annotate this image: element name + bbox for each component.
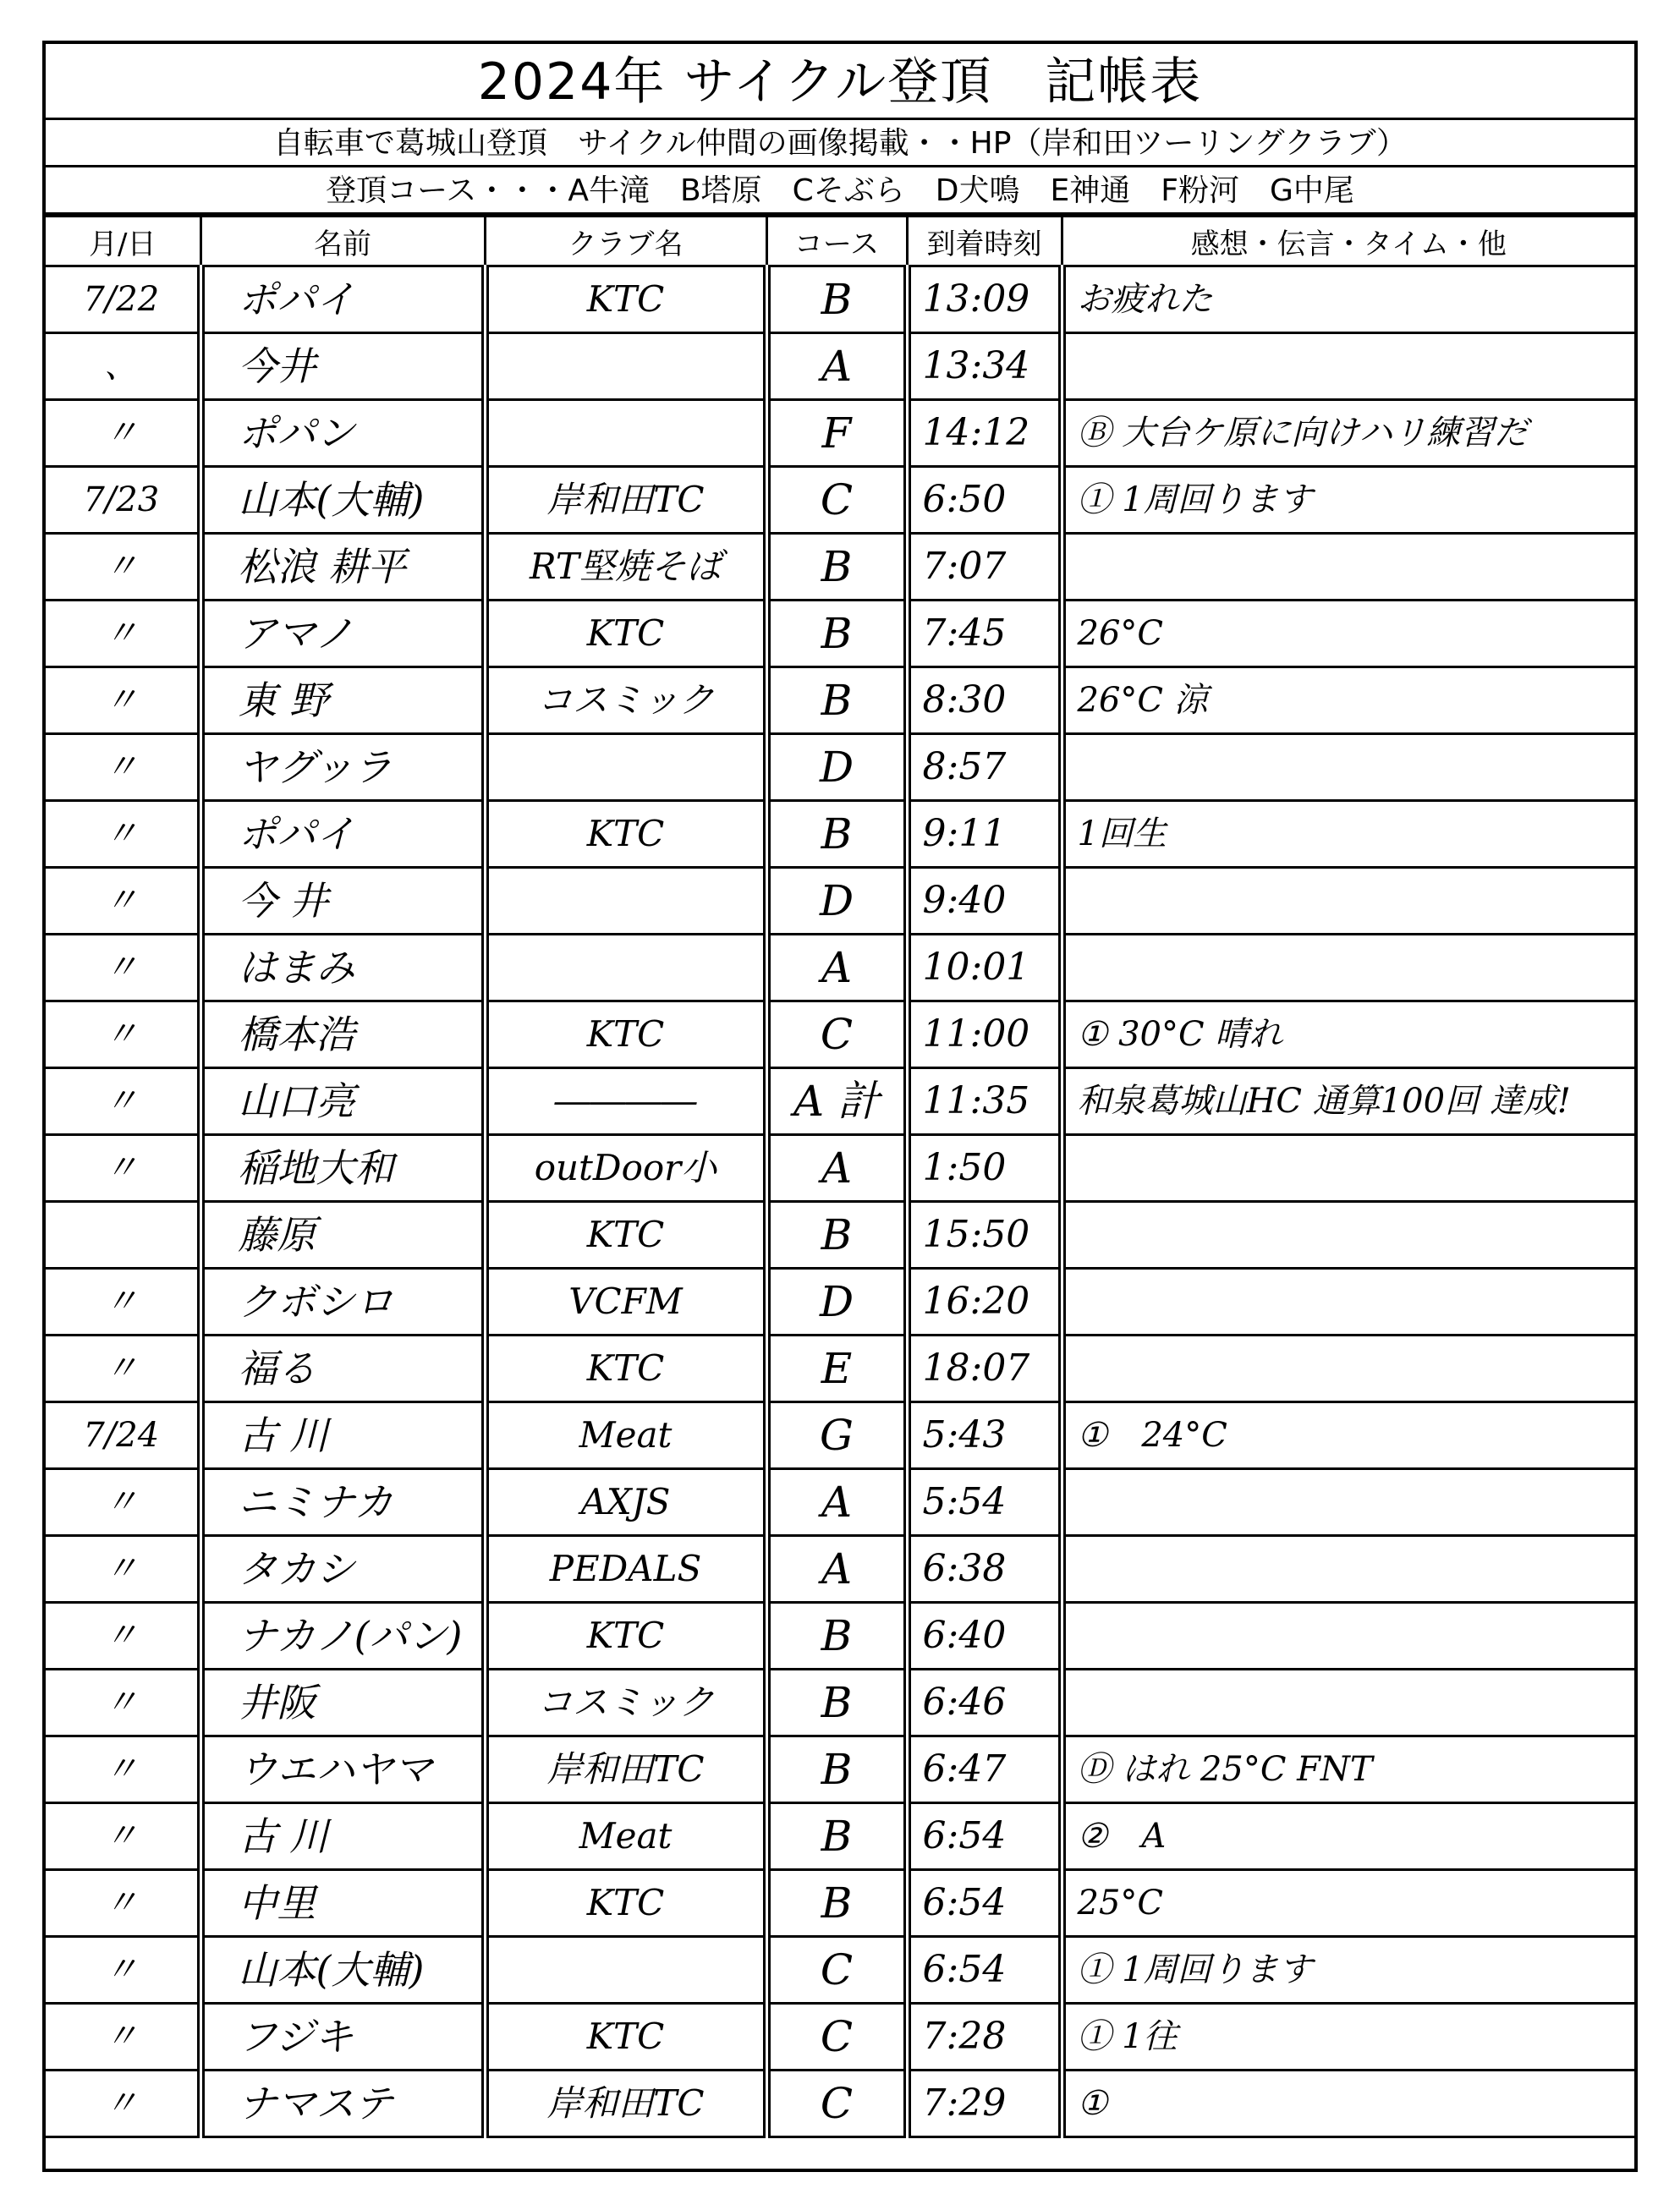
- header-row: [46, 217, 1634, 266]
- table-row: [46, 266, 1634, 333]
- cell-time: 6:46: [907, 1670, 1062, 1736]
- cell-date: 〃: [46, 868, 200, 935]
- cell-date: 〃: [46, 734, 200, 801]
- cell-note: ② A: [1062, 1803, 1634, 1870]
- cell-club: [485, 333, 766, 400]
- cell-time: 14:12: [907, 400, 1062, 467]
- cell-name: クボシロ: [200, 1269, 485, 1336]
- cell-course: D: [766, 1269, 907, 1336]
- cell-note: [1062, 1536, 1634, 1603]
- cell-name: 松浪 耕平: [200, 534, 485, 601]
- cell-club: [485, 1937, 766, 2004]
- cell-club: [485, 734, 766, 801]
- cell-course: C: [766, 1001, 907, 1068]
- cell-date: 〃: [46, 1336, 200, 1402]
- cell-name: 山本(大輔): [200, 1937, 485, 2004]
- cell-club: Meat: [485, 1402, 766, 1469]
- cell-note: [1062, 1269, 1634, 1336]
- cell-time: 9:11: [907, 801, 1062, 868]
- table-row: [46, 1603, 1634, 1670]
- cell-note: ①: [1062, 2071, 1634, 2137]
- cell-date: 〃: [46, 1269, 200, 1336]
- cell-note: ① 1周回ります: [1062, 467, 1634, 534]
- cell-note: [1062, 1603, 1634, 1670]
- cell-date: 〃: [46, 1937, 200, 2004]
- cell-time: 6:50: [907, 467, 1062, 534]
- cell-note: [1062, 534, 1634, 601]
- cell-note: 26°C: [1062, 601, 1634, 667]
- cell-name: 今井: [200, 333, 485, 400]
- cell-course: B: [766, 1736, 907, 1803]
- cell-date: 〃: [46, 1068, 200, 1135]
- cell-name: 古 川: [200, 1402, 485, 1469]
- cell-note: [1062, 1336, 1634, 1402]
- table-row: [46, 935, 1634, 1001]
- cell-time: 6:54: [907, 1937, 1062, 2004]
- table-row: [46, 1469, 1634, 1536]
- cell-club: コスミック: [485, 667, 766, 734]
- cell-date: 〃: [46, 1001, 200, 1068]
- cell-date: 〃: [46, 1536, 200, 1603]
- cell-name: アマノ: [200, 601, 485, 667]
- cell-course: B: [766, 667, 907, 734]
- cell-name: ナマステ: [200, 2071, 485, 2137]
- table-row: [46, 667, 1634, 734]
- cell-time: 1:50: [907, 1135, 1062, 1202]
- log-rows: [46, 266, 1634, 2137]
- column-header-course: コース: [766, 217, 907, 266]
- table-row: [46, 868, 1634, 935]
- cell-course: B: [766, 801, 907, 868]
- cell-note: ① 30°C 晴れ: [1062, 1001, 1634, 1068]
- cell-club: VCFM: [485, 1269, 766, 1336]
- table-row: [46, 1001, 1634, 1068]
- cell-club: [485, 935, 766, 1001]
- page-title: 2024年 サイクル登頂 記帳表: [46, 44, 1634, 120]
- cell-time: 10:01: [907, 935, 1062, 1001]
- cell-date: 〃: [46, 400, 200, 467]
- cell-note: [1062, 1135, 1634, 1202]
- cell-note: 和泉葛城山HC 通算100回 達成!: [1062, 1068, 1634, 1135]
- cell-date: 〃: [46, 935, 200, 1001]
- cell-time: 6:38: [907, 1536, 1062, 1603]
- cell-time: 9:40: [907, 868, 1062, 935]
- column-header-date: 月/日: [46, 217, 200, 266]
- page-subtitle: 自転車で葛城山登頂 サイクル仲間の画像掲載・・HP（岸和田ツーリングクラブ）: [46, 120, 1634, 167]
- log-table: [46, 215, 1634, 2138]
- column-header-club: クラブ名: [485, 217, 766, 266]
- cell-course: A: [766, 1135, 907, 1202]
- cell-course: C: [766, 467, 907, 534]
- table-row: [46, 1536, 1634, 1603]
- course-legend: 登頂コース・・・A牛滝 B塔原 Cそぶら D犬鳴 E神通 F粉河 G中尾: [46, 167, 1634, 215]
- cell-time: 7:45: [907, 601, 1062, 667]
- table-row: [46, 1736, 1634, 1803]
- cell-course: B: [766, 1670, 907, 1736]
- cell-club: [485, 400, 766, 467]
- cell-name: 井阪: [200, 1670, 485, 1736]
- cell-date: 〃: [46, 1803, 200, 1870]
- cell-name: 稲地大和: [200, 1135, 485, 1202]
- cell-note: [1062, 868, 1634, 935]
- cell-name: ポパン: [200, 400, 485, 467]
- cell-name: ニミナカ: [200, 1469, 485, 1536]
- cell-time: 16:20: [907, 1269, 1062, 1336]
- cell-note: 25°C: [1062, 1870, 1634, 1937]
- cell-time: 5:54: [907, 1469, 1062, 1536]
- cell-name: 山本(大輔): [200, 467, 485, 534]
- cell-time: 13:34: [907, 333, 1062, 400]
- cell-time: 6:54: [907, 1870, 1062, 1937]
- table-row: [46, 1336, 1634, 1402]
- cell-note: [1062, 935, 1634, 1001]
- cell-name: 福る: [200, 1336, 485, 1402]
- cell-name: 今 井: [200, 868, 485, 935]
- cell-club: KTC: [485, 1336, 766, 1402]
- log-sheet: [42, 41, 1638, 2172]
- cell-time: 8:57: [907, 734, 1062, 801]
- cell-course: B: [766, 1803, 907, 1870]
- table-row: [46, 1202, 1634, 1269]
- cell-date: 〃: [46, 801, 200, 868]
- cell-course: A 計: [766, 1068, 907, 1135]
- cell-name: 中里: [200, 1870, 485, 1937]
- cell-time: 7:28: [907, 2004, 1062, 2071]
- cell-time: 7:07: [907, 534, 1062, 601]
- cell-time: 7:29: [907, 2071, 1062, 2137]
- cell-course: D: [766, 868, 907, 935]
- cell-course: B: [766, 601, 907, 667]
- table-row: [46, 1870, 1634, 1937]
- cell-name: ヤグッラ: [200, 734, 485, 801]
- cell-course: A: [766, 333, 907, 400]
- cell-note: Ⓑ 大台ケ原に向けハリ練習だ: [1062, 400, 1634, 467]
- cell-club: outDoor小: [485, 1135, 766, 1202]
- cell-club: KTC: [485, 801, 766, 868]
- table-row: [46, 534, 1634, 601]
- cell-club: 岸和田TC: [485, 467, 766, 534]
- cell-time: 8:30: [907, 667, 1062, 734]
- cell-club: KTC: [485, 601, 766, 667]
- cell-course: B: [766, 534, 907, 601]
- cell-note: お疲れた: [1062, 266, 1634, 333]
- cell-date: 7/22: [46, 266, 200, 333]
- cell-club: KTC: [485, 266, 766, 333]
- cell-date: 〃: [46, 1135, 200, 1202]
- cell-course: A: [766, 1469, 907, 1536]
- cell-name: ナカノ(パン): [200, 1603, 485, 1670]
- cell-club: AXJS: [485, 1469, 766, 1536]
- cell-club: [485, 868, 766, 935]
- cell-club: 岸和田TC: [485, 2071, 766, 2137]
- cell-course: B: [766, 1202, 907, 1269]
- cell-date: 〃: [46, 601, 200, 667]
- cell-name: ポパイ: [200, 801, 485, 868]
- cell-course: G: [766, 1402, 907, 1469]
- cell-course: E: [766, 1336, 907, 1402]
- cell-course: C: [766, 1937, 907, 2004]
- cell-date: 7/24: [46, 1402, 200, 1469]
- cell-date: 〃: [46, 1870, 200, 1937]
- table-row: [46, 1937, 1634, 2004]
- table-row: [46, 1670, 1634, 1736]
- cell-name: フジキ: [200, 2004, 485, 2071]
- table-row: [46, 333, 1634, 400]
- cell-note: [1062, 333, 1634, 400]
- cell-date: 7/23: [46, 467, 200, 534]
- cell-name: ポパイ: [200, 266, 485, 333]
- cell-note: ① 24°C: [1062, 1402, 1634, 1469]
- cell-course: B: [766, 266, 907, 333]
- table-row: [46, 2004, 1634, 2071]
- cell-time: 6:54: [907, 1803, 1062, 1870]
- cell-note: [1062, 734, 1634, 801]
- cell-time: 6:47: [907, 1736, 1062, 1803]
- table-row: [46, 1402, 1634, 1469]
- column-header-name: 名前: [200, 217, 485, 266]
- cell-club: 岸和田TC: [485, 1736, 766, 1803]
- cell-club: KTC: [485, 1001, 766, 1068]
- cell-club: PEDALS: [485, 1536, 766, 1603]
- cell-date: 〃: [46, 2071, 200, 2137]
- table-row: [46, 1135, 1634, 1202]
- column-header-time: 到着時刻: [907, 217, 1062, 266]
- cell-club: RT堅焼そば: [485, 534, 766, 601]
- cell-date: 〃: [46, 1603, 200, 1670]
- cell-name: 橋本浩: [200, 1001, 485, 1068]
- cell-course: A: [766, 935, 907, 1001]
- cell-name: 古 川: [200, 1803, 485, 1870]
- table-row: [46, 2071, 1634, 2137]
- table-row: [46, 1068, 1634, 1135]
- table-row: [46, 1269, 1634, 1336]
- table-row: [46, 467, 1634, 534]
- table-row: [46, 601, 1634, 667]
- table-row: [46, 400, 1634, 467]
- cell-time: 11:00: [907, 1001, 1062, 1068]
- cell-date: 〃: [46, 1736, 200, 1803]
- cell-course: C: [766, 2004, 907, 2071]
- cell-name: タカシ: [200, 1536, 485, 1603]
- cell-date: [46, 1202, 200, 1269]
- cell-name: 東 野: [200, 667, 485, 734]
- cell-note: ① 1周回ります: [1062, 1937, 1634, 2004]
- cell-name: はまみ: [200, 935, 485, 1001]
- cell-time: 6:40: [907, 1603, 1062, 1670]
- cell-note: [1062, 1202, 1634, 1269]
- column-header-note: 感想・伝言・タイム・他: [1062, 217, 1634, 266]
- cell-time: 11:35: [907, 1068, 1062, 1135]
- cell-course: B: [766, 1870, 907, 1937]
- cell-note: [1062, 1670, 1634, 1736]
- table-row: [46, 734, 1634, 801]
- cell-date: 〃: [46, 1670, 200, 1736]
- cell-name: 藤原: [200, 1202, 485, 1269]
- cell-course: C: [766, 2071, 907, 2137]
- cell-date: 〃: [46, 2004, 200, 2071]
- cell-club: Meat: [485, 1803, 766, 1870]
- cell-time: 13:09: [907, 266, 1062, 333]
- cell-note: Ⓓ はれ 25°C FNT: [1062, 1736, 1634, 1803]
- cell-time: 15:50: [907, 1202, 1062, 1269]
- cell-course: D: [766, 734, 907, 801]
- cell-club: コスミック: [485, 1670, 766, 1736]
- cell-name: 山口亮: [200, 1068, 485, 1135]
- cell-club: KTC: [485, 1870, 766, 1937]
- cell-course: F: [766, 400, 907, 467]
- cell-note: ① 1往: [1062, 2004, 1634, 2071]
- cell-date: 〃: [46, 534, 200, 601]
- cell-course: A: [766, 1536, 907, 1603]
- cell-date: 〃: [46, 667, 200, 734]
- cell-club: KTC: [485, 1603, 766, 1670]
- cell-date: 〃: [46, 1469, 200, 1536]
- cell-date: 、: [46, 333, 200, 400]
- cell-club: KTC: [485, 1202, 766, 1269]
- cell-course: B: [766, 1603, 907, 1670]
- cell-time: 5:43: [907, 1402, 1062, 1469]
- table-row: [46, 1803, 1634, 1870]
- cell-note: 1回生: [1062, 801, 1634, 868]
- cell-club: ――――: [485, 1068, 766, 1135]
- cell-time: 18:07: [907, 1336, 1062, 1402]
- cell-club: KTC: [485, 2004, 766, 2071]
- cell-note: 26°C 涼: [1062, 667, 1634, 734]
- table-row: [46, 801, 1634, 868]
- cell-note: [1062, 1469, 1634, 1536]
- cell-name: ウエハヤマ: [200, 1736, 485, 1803]
